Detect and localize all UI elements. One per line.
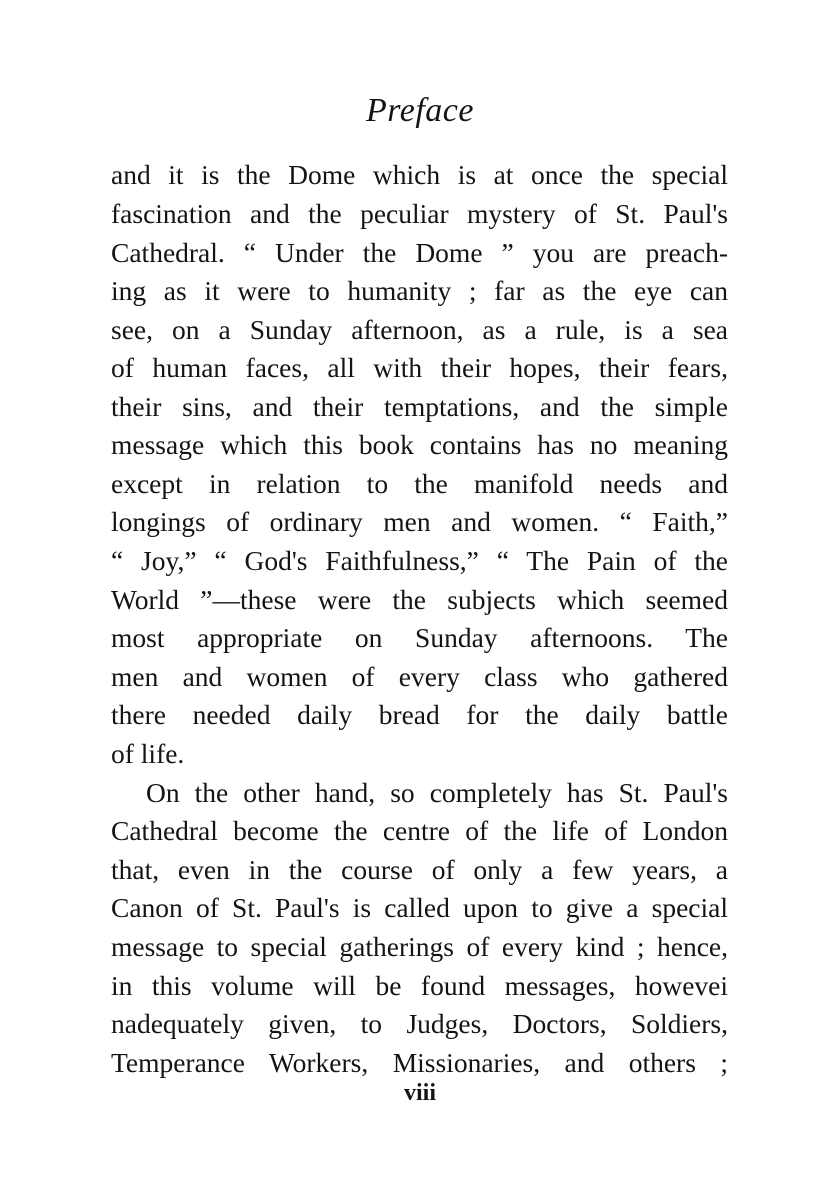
text-line: and it is the Dome which is at once the special [111, 159, 728, 190]
running-header: Preface [366, 92, 474, 129]
text-line: of life. [111, 738, 185, 769]
text-line: longings of ordinary men and women. “ Faith,” [111, 506, 728, 537]
text-line: of human faces, all with their hopes, their fears, [111, 352, 728, 383]
text-line: there needed daily bread for the daily battle [111, 699, 728, 730]
text-line: Temperance Workers, Missionaries, and others ; [111, 1047, 728, 1078]
text-line: their sins, and their temptations, and the simple [111, 391, 728, 422]
text-line: most appropriate on Sunday afternoons. The [111, 622, 728, 653]
text-line: see, on a Sunday afternoon, as a rule, is a sea [111, 314, 728, 345]
text-line: message which this book contains has no meaning [111, 429, 728, 460]
text-line: Canon of St. Paul's is called upon to give a special [111, 892, 728, 923]
text-line: Cathedral. “ Under the Dome ” you are preach- [111, 237, 728, 268]
text-line: World ”—these were the subjects which seemed [111, 584, 728, 615]
text-line: except in relation to the manifold needs and [111, 468, 728, 499]
text-line: nadequately given, to Judges, Doctors, Soldiers, [111, 1008, 728, 1039]
text-line: Cathedral become the centre of the life of London [111, 815, 728, 846]
text-line: that, even in the course of only a few years, a [111, 854, 728, 885]
text-line: fascination and the peculiar mystery of St. Paul's [111, 198, 728, 229]
text-line: in this volume will be found messages, howevei [111, 970, 728, 1001]
page-number: viii [403, 1080, 436, 1106]
text-line: message to special gatherings of every kind ; hence, [111, 931, 728, 962]
text-line: ing as it were to humanity ; far as the eye can [111, 275, 728, 306]
text-line: men and women of every class who gathered [111, 661, 728, 692]
text-line: “ Joy,” “ God's Faithfulness,” “ The Pain of the [111, 545, 728, 576]
text-line: On the other hand, so completely has St. Paul's [146, 777, 728, 808]
